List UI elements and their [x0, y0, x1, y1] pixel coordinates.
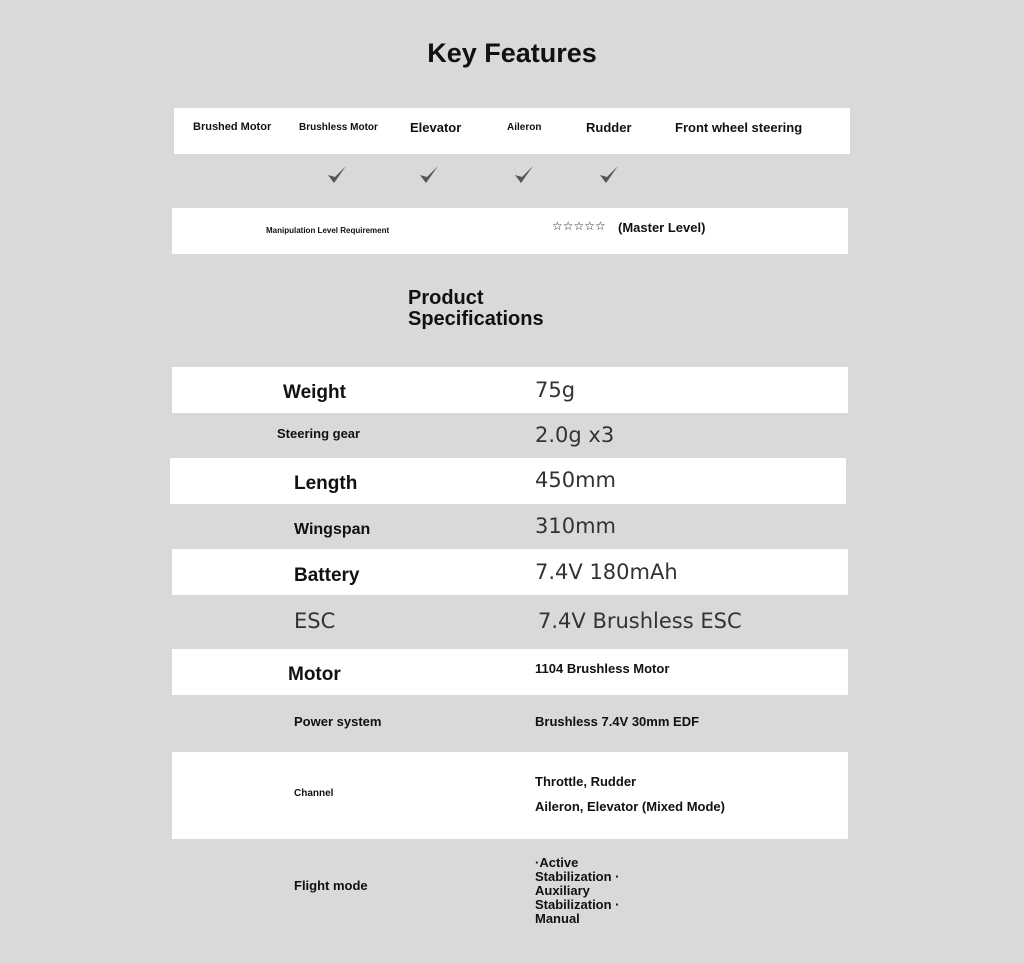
- spec-value-battery: 7.4V 180mAh: [535, 560, 678, 584]
- spec-value-channel-line2: Aileron, Elevator (Mixed Mode): [535, 799, 725, 814]
- spec-value-power-system: Brushless 7.4V 30mm EDF: [535, 714, 700, 729]
- feature-brushed-motor: Brushed Motor: [193, 121, 272, 133]
- feature-brushless-motor: Brushless Motor: [299, 122, 378, 133]
- feature-aileron: Aileron: [507, 122, 542, 133]
- flight-mode-line: Manual: [535, 911, 580, 926]
- specs-title-line2: Specifications: [408, 308, 544, 330]
- key-features-title: Key Features: [427, 38, 597, 68]
- spec-value-weight: 75g: [535, 378, 576, 402]
- spec-band-battery: [172, 549, 848, 595]
- flight-mode-line: ·Active: [535, 855, 579, 870]
- spec-value-motor: 1104 Brushless Motor: [535, 661, 670, 676]
- feature-rudder: Rudder: [586, 120, 632, 135]
- spec-band-length: [170, 458, 846, 504]
- spec-label-steering-gear: Steering gear: [277, 426, 361, 441]
- check-icon: [513, 164, 535, 186]
- spec-band-channel: [172, 752, 848, 839]
- spec-label-wingspan: Wingspan: [294, 521, 371, 538]
- spec-band-motor: [172, 649, 848, 695]
- spec-label-esc: ESC: [294, 609, 336, 633]
- manipulation-level: (Master Level): [618, 220, 706, 235]
- spec-value-length: 450mm: [535, 468, 616, 492]
- spec-label-battery: Battery: [294, 565, 360, 586]
- spec-value-channel-line1: Throttle, Rudder: [535, 774, 637, 789]
- flight-mode-line: Auxiliary: [535, 883, 590, 898]
- check-icon: [598, 164, 620, 186]
- check-icon: [326, 164, 348, 186]
- flight-mode-line: Stabilization ·: [535, 897, 620, 912]
- spec-label-channel: Channel: [294, 788, 334, 799]
- spec-value-steering-gear: 2.0g x3: [535, 423, 615, 447]
- spec-label-flight-mode: Flight mode: [294, 878, 368, 893]
- feature-front-wheel-steering: Front wheel steering: [675, 120, 803, 135]
- spec-value-esc: 7.4V Brushless ESC: [538, 609, 742, 633]
- specs-title-line1: Product: [408, 287, 484, 309]
- spec-value-flight-mode: [535, 856, 620, 926]
- specs-title: [408, 288, 544, 330]
- spec-label-motor: Motor: [288, 664, 341, 685]
- spec-band-weight: [172, 367, 848, 413]
- spec-value-wingspan: 310mm: [535, 514, 616, 538]
- flight-mode-line: Stabilization ·: [535, 869, 620, 884]
- check-icon: [418, 164, 440, 186]
- spec-label-length: Length: [294, 473, 358, 494]
- manipulation-stars: ☆☆☆☆☆: [552, 219, 606, 233]
- feature-elevator: Elevator: [410, 120, 462, 135]
- spec-label-power-system: Power system: [294, 714, 382, 729]
- manipulation-label: Manipulation Level Requirement: [266, 226, 390, 235]
- spec-label-weight: Weight: [283, 382, 346, 403]
